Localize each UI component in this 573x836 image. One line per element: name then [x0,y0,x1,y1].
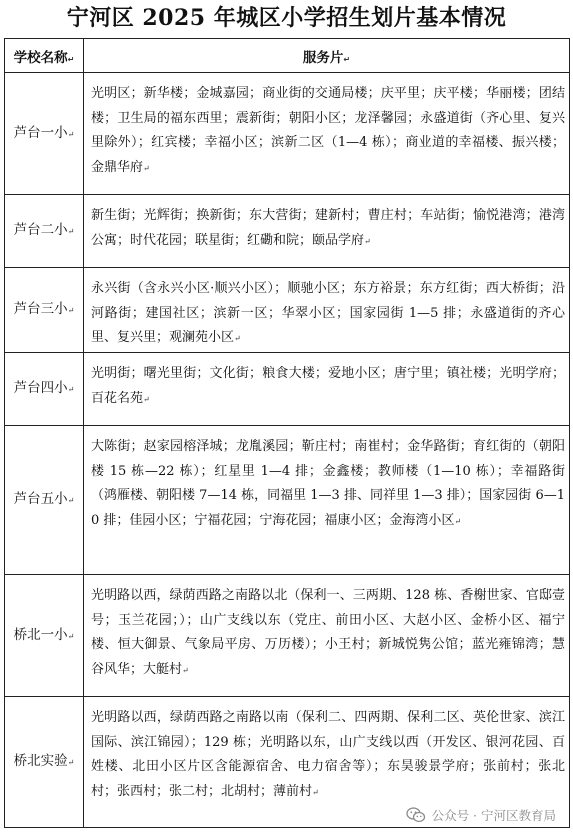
table-row [5,353,570,426]
table-row [5,73,570,195]
table-header-row [5,39,570,73]
table-row [5,426,570,575]
school-name: 芦台二小↵ [5,195,84,268]
school-name: 桥北实验↵ [5,697,84,828]
enrollment-table [4,38,570,828]
table-row [5,575,570,697]
school-name: 桥北一小↵ [5,575,84,697]
service-area: 永兴街（含永兴小区·顺兴小区）；顺驰小区；东方裕景；东方红街；西大桥街；沿河路街；建国社区；滨新一区；华翠小区；国家园街 1—5 排；永盛道街的齐心里、复兴里；观澜苑小区↵ [84,268,570,353]
service-area: 光明路以西，绿荫西路之南路以北（保利一、三两期、128 栋、香榭世家、官邸壹号；玉兰花园；）；山广支线以东（党庄、前田小区、大赵小区、金桥小区、福宁楼、恒大御景、气象局平房、万历楼）；小王村；新城悦隽公馆；蓝光雍锦湾；慧谷风华；大艇村↵ [84,575,570,697]
service-area: 光明区；新华楼；金城嘉园；商业街的交通局楼；庆平里；庆平楼；华丽楼；团结楼；卫生局的福东西里；震新街；朝阳小区；龙泽馨园；永盛道街（齐心里、复兴里除外）；红宾楼；幸福小区；滨新二区（1—4 栋）；商业道的幸福楼、振兴楼；金鼎华府↵ [84,73,570,195]
school-name: 芦台四小↵ [5,353,84,426]
wechat-icon [406,807,426,823]
service-area: 大陈街；赵家园榕泽城；龙胤溪园；靳庄村；南崔村；金华路街；育红街的（朝阳楼 15 栋—22 栋）；红星里 1—4 排；金鑫楼；教师楼（1—10 栋）；幸福路街（鸿雁楼、朝阳楼 7—14 栋，同福里 1—3 排、同祥里 1—3 排）；国家园街 6—10 排；佳园小区；宁福花园；宁海花园；福康小区；金海湾小区↵ [84,426,570,575]
watermark [403,805,559,825]
school-name: 芦台三小↵ [5,268,84,353]
watermark-text: 公众号 · 宁河区教育局 [431,808,556,823]
service-area: 光明街；曙光里街；文化街；粮食大楼；爱地小区；唐宁里；镇社楼；光明学府；百花名苑↵ [84,353,570,426]
school-name: 芦台五小↵ [5,426,84,575]
service-area: 光明路以西，绿荫西路之南路以南（保利二、四两期、保利二区、英伦世家、滨江国际、滨江锦园）；129 栋；光明路以东，山广支线以西（开发区、银河花园、百姓楼、北田小区片区含能源宿舍、电力宿舍等）；东昊骏景学府；张前村；张北村；张西村；张二村；北胡村；薄前村↵ [84,697,570,828]
table-row [5,195,570,268]
school-name: 芦台一小↵ [5,73,84,195]
header-service-area: 服务片↵ [84,39,570,73]
service-area: 新生街；光辉街；换新街；东大营街；建新村；曹庄村；车站街；愉悦港湾；港湾公寓；时代花园；联星街；红磡和院；颐品学府↵ [84,195,570,268]
page-title: 宁河区 2025 年城区小学招生划片基本情况 [66,5,507,31]
table-row [5,268,570,353]
header-school: 学校名称↵ [5,39,84,73]
